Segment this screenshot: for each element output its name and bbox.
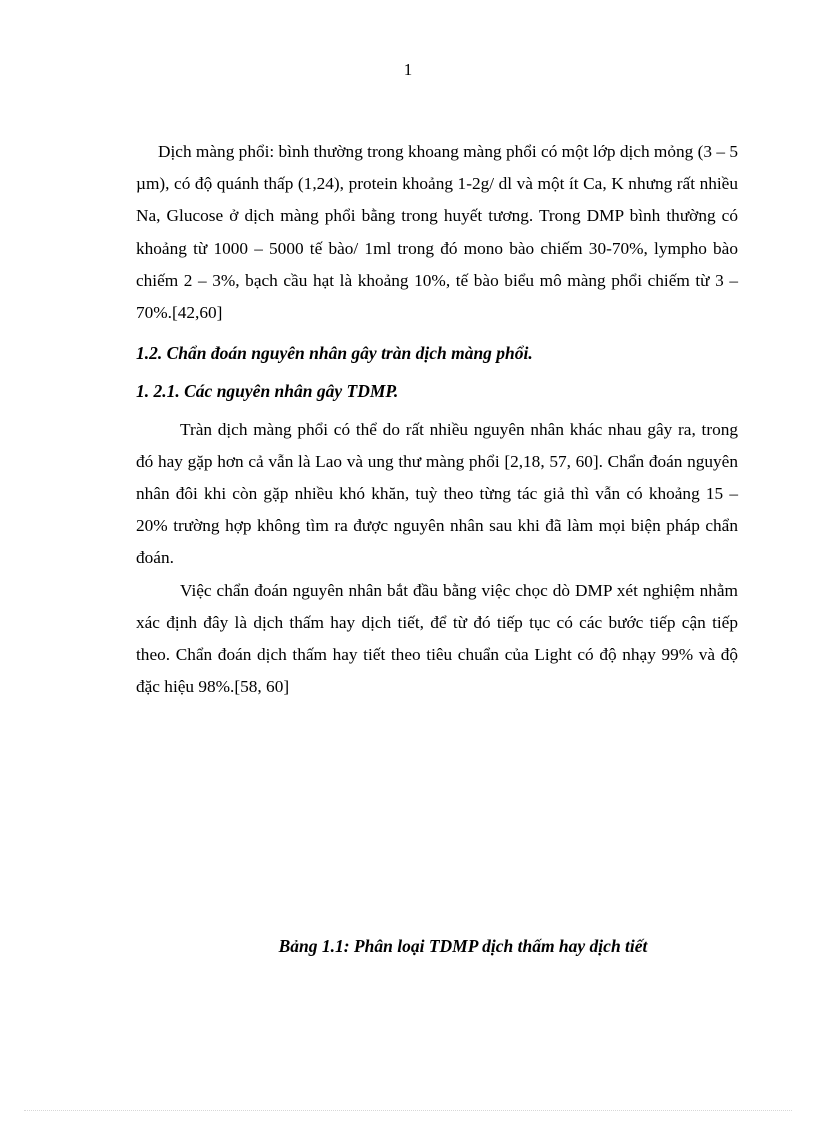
- document-body: [136, 136, 738, 703]
- table-caption: Bảng 1.1: Phân loại TDMP dịch thấm hay dịch tiết: [278, 936, 648, 956]
- page-bottom-divider: [24, 1110, 792, 1111]
- page-number: 1: [403, 60, 413, 79]
- heading-section-1-2: 1.2. Chẩn đoán nguyên nhân gây tràn dịch màng phổi.: [136, 343, 533, 364]
- paragraph-diagnosis: Việc chẩn đoán nguyên nhân bắt đầu bằng việc chọc dò DMP xét nghiệm nhằm xác định đây là dịch thấm hay dịch tiết, để từ đó tiếp tục có các bước tiếp cận tiếp theo. Chẩn đoán dịch thấm hay tiết theo tiêu chuẩn của Light có độ nhạy 99% và độ đặc hiệu 98%.[58, 60]: [136, 580, 738, 697]
- paragraph-causes: Tràn dịch màng phổi có thể do rất nhiều nguyên nhân khác nhau gây ra, trong đó hay gặp hơn cả vẫn là Lao và ung thư màng phổi [2,18, 57, 60]. Chẩn đoán nguyên nhân đôi khi còn gặp nhiều khó khăn, tuỳ theo từng tác giả thì vẫn có khoảng 15 – 20% trường hợp không tìm ra được nguyên nhân sau khi đã làm mọi biện pháp chẩn đoán.: [136, 419, 738, 568]
- heading-section-1-2-1: 1. 2.1. Các nguyên nhân gây TDMP.: [136, 381, 399, 402]
- paragraph-pleural-fluid: Dịch màng phổi: bình thường trong khoang màng phổi có một lớp dịch mỏng (3 – 5 µm), có độ quánh thấp (1,24), protein khoảng 1-2g/ dl và một ít Ca, K nhưng rất nhiều Na, Glucose ở dịch màng phổi bằng trong huyết tương. Trong DMP bình thường có khoảng từ 1000 – 5000 tế bào/ 1ml trong đó mono bào chiếm 30-70%, lympho bào chiếm 2 – 3%, bạch cầu hạt là khoảng 10%, tế bào biểu mô màng phổi chiếm từ 3 – 70%.[42,60]: [136, 142, 738, 323]
